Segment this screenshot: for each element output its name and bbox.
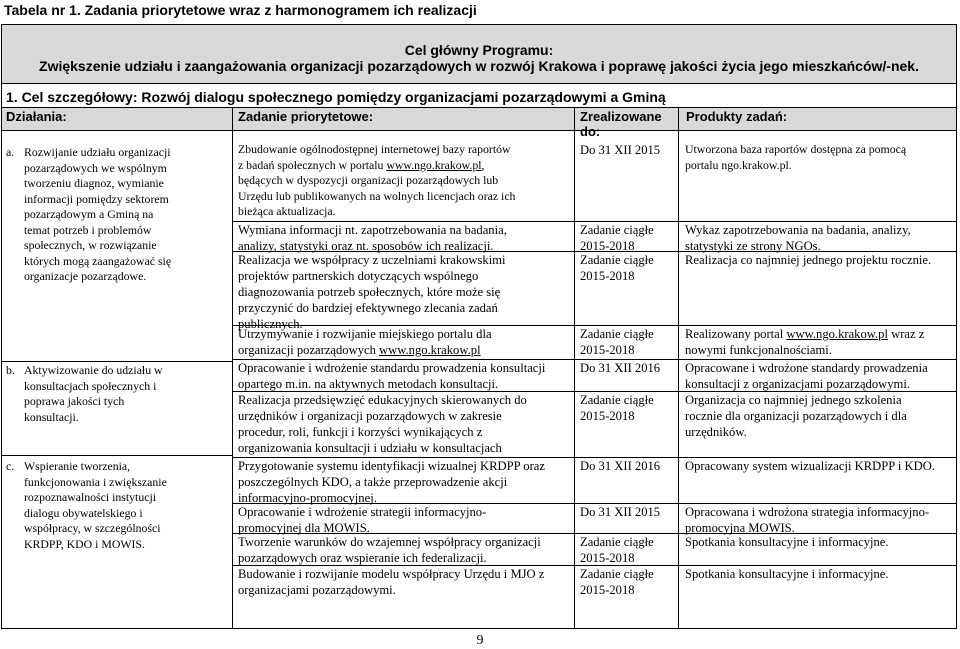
product-text-line: Opracowany system wizualizacji KRDPP i KDO.: [685, 459, 935, 473]
task-text: [238, 360, 572, 392]
date-text: [580, 252, 676, 284]
date-text: [580, 566, 676, 598]
task-text-line: Opracowanie i wdrożenie standardu prowadzenia konsultacji: [238, 361, 546, 375]
date-text-line: 2015-2018: [580, 583, 635, 597]
date-text: [580, 392, 676, 424]
product-text: [685, 142, 955, 173]
row-divider: [232, 533, 956, 534]
task-text: [238, 252, 572, 332]
action-text-line: poprawa jakości tych: [24, 394, 125, 408]
product-text: [685, 504, 955, 536]
date-text-line: 2015-2018: [580, 269, 635, 283]
page-number: 9: [476, 633, 484, 648]
task-text-line: będących w dyspozycji organizacji pozarządowych lub: [238, 173, 499, 187]
product-text-line: Organizacja co najmniej jednego szkolenia: [685, 393, 902, 407]
task-text-line: diagnozowania potrzeb społecznych, które może się: [238, 285, 501, 299]
task-text: [238, 458, 572, 506]
task-text: [238, 504, 572, 536]
header-task: Zadanie priorytetowe:: [238, 109, 374, 124]
task-text: [238, 142, 572, 220]
action-text-line: Wspieranie tworzenia,: [24, 459, 131, 473]
task-text-line: projektów partnerskich dotyczących wspólnego: [238, 269, 479, 283]
task-text-line: promocyjnej dla MOWIS.: [238, 521, 370, 535]
task-text: [238, 392, 572, 456]
product-text: [685, 222, 955, 254]
date-text-line: Zadanie ciągłe: [580, 253, 654, 267]
product-text: [685, 326, 955, 358]
date-text-line: Do 31 XII 2015: [580, 505, 661, 519]
product-text: [685, 392, 955, 440]
task-text-line: organizacji pozarządowych www.ngo.krakow.pl: [238, 343, 481, 357]
task-text-line: urzędników i organizacji pozarządowych w zakresie: [238, 409, 502, 423]
header-row: [2, 107, 956, 131]
product-text: [685, 534, 955, 550]
row-divider: [232, 457, 956, 458]
product-text-line: konsultacji z organizacjami pozarządowymi.: [685, 377, 910, 391]
product-text-line: promocyjna MOWIS.: [685, 521, 795, 535]
date-text-line: Do 31 XII 2016: [580, 459, 661, 473]
table-caption: Tabela nr 1. Zadania priorytetowe wraz z harmonogramem ich realizacji: [4, 2, 477, 18]
action-letter: a.: [6, 145, 15, 159]
date-text: [580, 458, 676, 474]
action-text-line: tworzeniu diagnoz, wymianie: [24, 176, 164, 190]
task-text-line: Wymiana informacji nt. zapotrzebowania na badania,: [238, 223, 507, 237]
main-goal-text: Zwiększenie udziału i zaangażowania organizacji pozarządowych w rozwój Krakowa i poprawę jakości życia jego mieszkańców/-nek.: [39, 58, 919, 74]
task-text: [238, 222, 572, 254]
task-text-line: procedur, roli, funkcji i korzyści wynikających z: [238, 425, 483, 439]
product-text-line: urzędników.: [685, 425, 747, 439]
action-text-line: których mogą zaangażować się: [24, 253, 172, 268]
row-divider: [232, 565, 956, 566]
date-text-line: Zadanie ciągłe: [580, 327, 654, 341]
task-text-line: Budowanie i rozwijanie modelu współpracy Urzędu i MJO z: [238, 567, 545, 581]
action-letter: c.: [6, 459, 15, 473]
header-done-by: Zrealizowane do:: [580, 109, 662, 139]
row-divider: [232, 325, 956, 326]
task-text-line: Urzędu lub publikowanych na wolnych licencjach oraz ich: [238, 188, 516, 203]
action-text: [24, 363, 230, 425]
date-text: [580, 142, 676, 158]
date-text: [580, 222, 676, 254]
product-text-line: Opracowana i wdrożona strategia informacyjno-: [685, 505, 930, 519]
action-text-line: pozarządowym a Gminą na: [24, 207, 154, 221]
date-text-line: Zadanie ciągłe: [580, 223, 654, 237]
action-text-line: społecznych, w rozwiązanie: [24, 238, 157, 252]
action-divider: [2, 361, 232, 362]
product-text: [685, 252, 955, 268]
task-text-line: Realizacja przedsięwzięć edukacyjnych skierowanych do: [238, 393, 527, 407]
date-text: [580, 504, 676, 520]
action-text-line: Aktywizowanie do udziału w: [24, 363, 163, 377]
product-text-line: portalu ngo.krakow.pl.: [685, 157, 792, 172]
task-text-line: Przygotowanie systemu identyfikacji wizualnej KRDPP oraz: [238, 459, 545, 473]
action-text-line: dialogu obywatelskiego i: [24, 505, 143, 520]
action-text-line: konsultacji.: [24, 409, 79, 424]
action-text-line: współpracy, w szczególności: [24, 521, 161, 535]
col-divider: [574, 107, 575, 628]
action-text-line: konsultacjach społecznych i: [24, 378, 157, 393]
task-text-line: Utrzymywanie i rozwijanie miejskiego portalu dla: [238, 327, 492, 341]
date-text: [580, 360, 676, 376]
main-goal-label: Cel główny Programu:: [404, 42, 554, 58]
date-text-line: Zadanie ciągłe: [580, 393, 654, 407]
row-divider: [232, 503, 956, 504]
row-divider: [232, 251, 956, 252]
product-text-line: Realizacja co najmniej jednego projektu rocznie.: [685, 253, 932, 267]
task-text: [238, 326, 572, 358]
task-text-line: bieżąca aktualizacja.: [238, 204, 336, 218]
date-text: [580, 326, 676, 358]
task-text-line: Opracowanie i wdrożenie strategii informacyjno-: [238, 505, 487, 519]
action-letter: b.: [6, 363, 15, 377]
date-text-line: 2015-2018: [580, 409, 635, 423]
task-text-line: publicznych.: [238, 317, 303, 331]
specific-goal: 1. Cel szczegółowy: Rozwój dialogu społecznego pomiędzy organizacjami pozarządowymi a Gminą: [6, 89, 666, 105]
task-text-line: opartego m.in. na aktywnych metodach konsultacji.: [238, 377, 499, 391]
product-text-line: Spotkania konsultacyjne i informacyjne.: [685, 535, 889, 549]
task-text-line: poszczególnych KDO, a także przeprowadzenie akcji: [238, 475, 508, 489]
task-text-line: informacyjno-promocyjnej.: [238, 491, 377, 505]
main-goal-box: [2, 25, 956, 84]
task-text: [238, 566, 572, 598]
date-text-line: Do 31 XII 2016: [580, 361, 661, 375]
task-text: [238, 534, 572, 566]
date-text-line: 2015-2018: [580, 551, 635, 565]
product-text-line: statystyki ze strony NGOs.: [685, 239, 821, 253]
col-divider: [678, 107, 679, 628]
action-text-line: organizacje pozarządowe.: [24, 269, 147, 283]
action-text-line: temat potrzeb i problemów: [24, 222, 152, 237]
task-text-line: Realizacja we współpracy z uczelniami krakowskimi: [238, 253, 506, 267]
header-products: Produkty zadań:: [686, 109, 788, 124]
product-text-line: Realizowany portal www.ngo.krakow.pl wraz z: [685, 327, 925, 341]
product-text-line: Spotkania konsultacyjne i informacyjne.: [685, 567, 889, 581]
task-text-line: z badań społecznych w portalu www.ngo.krakow.pl,: [238, 157, 485, 172]
action-text-line: Rozwijanie udziału organizacji: [24, 145, 171, 159]
action-divider: [2, 455, 232, 456]
action-text-line: funkcjonowania i zwiększanie: [24, 474, 167, 489]
row-divider: [232, 359, 956, 360]
action-text-line: pozarządowych we wspólnym: [24, 160, 167, 175]
col-divider: [232, 107, 233, 628]
row-divider: [232, 221, 956, 222]
task-text-line: organizowania konsultacji i udziału w konsultacjach: [238, 441, 502, 455]
action-text: [24, 459, 230, 552]
action-text-line: rozpoznawalności instytucji: [24, 490, 157, 504]
product-text-line: Wykaz zapotrzebowania na badania, analizy,: [685, 223, 911, 237]
date-text-line: Do 31 XII 2015: [580, 143, 661, 157]
date-text-line: Zadanie ciągłe: [580, 535, 654, 549]
row-divider: [232, 391, 956, 392]
task-text-line: Zbudowanie ogólnodostępnej internetowej bazy raportów: [238, 142, 511, 156]
product-text: [685, 458, 955, 474]
date-text-line: 2015-2018: [580, 239, 635, 253]
product-text-line: nowymi funkcjonalnościami.: [685, 343, 832, 357]
priority-table: [1, 24, 957, 629]
date-text-line: 2015-2018: [580, 343, 635, 357]
task-text-line: przyczynić do bardziej efektywnego zlecania zadań: [238, 301, 498, 315]
date-text: [580, 534, 676, 566]
product-text: [685, 360, 955, 392]
task-text-line: organizacjami pozarządowymi.: [238, 583, 396, 597]
product-text-line: Opracowane i wdrożone standardy prowadzenia: [685, 361, 928, 375]
product-text-line: Utworzona baza raportów dostępna za pomocą: [685, 142, 907, 156]
task-text-line: analizy, statystyki oraz nt. sposobów ich realizacji.: [238, 239, 494, 253]
product-text: [685, 566, 955, 582]
action-text-line: informacji pomiędzy sektorem: [24, 191, 169, 206]
action-text: [24, 145, 230, 285]
date-text-line: Zadanie ciągłe: [580, 567, 654, 581]
task-text-line: pozarządowych oraz wspieranie ich federalizacji.: [238, 551, 487, 565]
product-text-line: rocznie dla organizacji pozarządowych i dla: [685, 409, 907, 423]
task-text-line: Tworzenie warunków do wzajemnej współpracy organizacji: [238, 535, 541, 549]
action-text-line: KRDPP, KDO i MOWIS.: [24, 536, 145, 551]
header-actions: Działania:: [6, 109, 67, 124]
